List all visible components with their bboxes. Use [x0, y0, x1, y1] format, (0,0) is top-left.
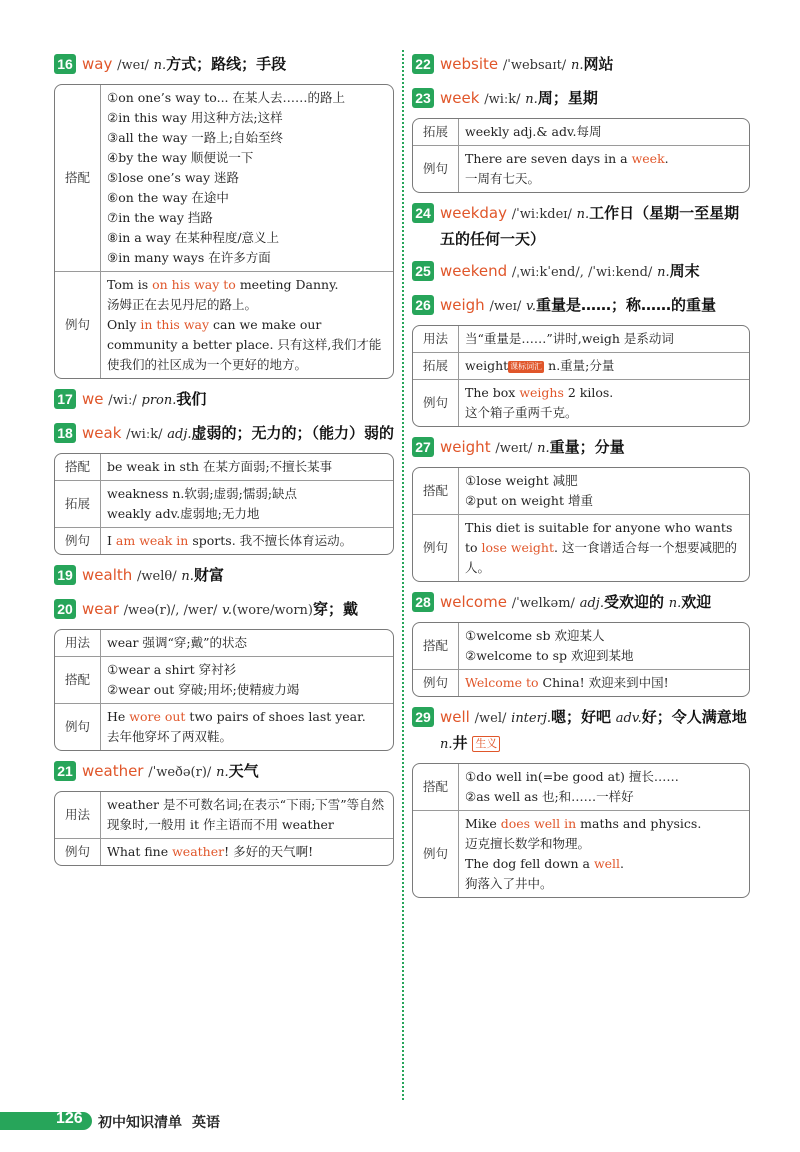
collocation-list: [459, 764, 749, 810]
entry-way: [54, 52, 394, 379]
example-cell: [101, 271, 393, 378]
right-column: [412, 52, 750, 906]
entry-head: [412, 52, 750, 78]
entry-table: [412, 118, 750, 193]
phonetic: /wel/: [474, 711, 507, 726]
headword: we: [82, 390, 104, 408]
example-translation: 一周有七天。: [465, 171, 541, 186]
row-label: 用法: [413, 326, 459, 352]
example-translation: 狗落入了井中。: [465, 876, 553, 891]
row-label: 搭配: [55, 85, 101, 271]
phonetic: /wiːk/: [484, 92, 521, 107]
entry-number: 25: [412, 261, 434, 281]
row-label: 拓展: [413, 119, 459, 145]
row-label: 例句: [55, 527, 101, 554]
entry-weak: [54, 421, 394, 555]
entry-number: 28: [412, 592, 434, 612]
headword: weekend: [440, 262, 508, 280]
phonetic: /ˈwelkəm/: [511, 596, 575, 611]
collocation-item: ②in this way 用这种方法;这样: [107, 110, 283, 125]
entry-table: [412, 763, 750, 898]
book-title: 初中知识清单: [98, 1115, 182, 1131]
headword: wealth: [82, 566, 133, 584]
entry-number: 22: [412, 54, 434, 74]
headword: way: [82, 55, 113, 73]
part-of-speech: n.: [576, 207, 590, 222]
headword: well: [440, 708, 470, 726]
meaning: 穿；戴: [313, 600, 359, 618]
phonetic: /weɪ/: [117, 58, 149, 73]
collocation-item: ①lose weight 减肥: [465, 473, 578, 488]
phonetic: /weɪ/: [489, 299, 522, 314]
entry-head: [412, 86, 750, 112]
entry-weekend: [412, 259, 750, 285]
row-label: 搭配: [55, 656, 101, 703]
part-of-speech: v.: [222, 603, 233, 618]
part-of-speech: v.: [526, 299, 536, 314]
entry-website: [412, 52, 750, 78]
page-number: 126: [56, 1110, 83, 1127]
entry-head: [54, 52, 394, 78]
example-sentence: What fine weather! 多好的天气啊!: [101, 838, 393, 865]
entry-weather: [54, 759, 394, 866]
part-of-speech: adj.: [579, 596, 604, 611]
part-of-speech: n.: [216, 765, 229, 780]
row-label: 拓展: [413, 352, 459, 379]
example-sentence: Welcome to China! 欢迎来到中国!: [459, 669, 749, 696]
part-of-speech: n.: [181, 569, 194, 584]
page-footer: [0, 1108, 800, 1132]
example-sentence: There are seven days in a week.: [465, 151, 669, 166]
entry-head: [54, 421, 394, 447]
meaning: 欢迎: [681, 593, 712, 611]
entry-wealth: [54, 563, 394, 589]
example-cell: [459, 145, 749, 192]
example-cell: [459, 379, 749, 426]
collocation-item: ⑦in the way 挡路: [107, 210, 213, 225]
curriculum-tag: 课标词汇: [510, 361, 543, 371]
meaning: 重量是……；称……的重量: [535, 296, 716, 314]
new-meaning-tag: 生义: [472, 736, 500, 752]
collocation-list: [459, 623, 749, 669]
headword: weight: [440, 438, 491, 456]
phonetic: /ˈweðə(r)/: [148, 765, 212, 780]
phonetic: /ˈwebsaɪt/: [502, 58, 567, 73]
entry-number: 16: [54, 54, 76, 74]
collocation-item: ①welcome sb 欢迎某人: [465, 628, 605, 643]
extension-cell: [101, 480, 393, 527]
collocation-item: be weak in sth 在某方面弱;不擅长某事: [107, 459, 333, 474]
headword: welcome: [440, 593, 507, 611]
part-of-speech: interj.: [511, 711, 551, 726]
collocation-item: ⑥on the way 在途中: [107, 190, 229, 205]
row-label: 例句: [413, 669, 459, 696]
row-label: 例句: [55, 271, 101, 378]
collocation-list: [459, 468, 749, 514]
extension-item: weakness n.软弱;虚弱;懦弱;缺点: [107, 486, 298, 501]
phonetic: /ˌwiːkˈend/, /ˈwiːkend/: [511, 265, 653, 280]
collocation-item: ⑤lose one’s way 迷路: [107, 170, 240, 185]
entry-head: [54, 759, 394, 785]
row-label: 用法: [55, 630, 101, 656]
headword: weak: [82, 424, 122, 442]
entry-table: [54, 84, 394, 379]
entry-table: [54, 791, 394, 866]
example-sentence: I am weak in sports. 我不擅长体育运动。: [101, 527, 393, 554]
row-label: 搭配: [413, 623, 459, 669]
example-translation: 去年他穿坏了两双鞋。: [107, 729, 233, 744]
row-label: 搭配: [413, 764, 459, 810]
entry-number: 19: [54, 565, 76, 585]
entry-we: [54, 387, 394, 413]
entry-head: [412, 201, 750, 251]
example-sentence: Only in this way can we make our community a better place. 只有这样,我们才能使我们的社区成为一个更好的地方。: [107, 317, 382, 372]
meaning: 天气: [228, 762, 259, 780]
part-of-speech: n.: [668, 596, 682, 611]
extension-item: weakly adv.虚弱地;无力地: [107, 506, 260, 521]
collocation-item: ①do well in(=be good at) 擅长……: [465, 769, 679, 784]
entry-number: 29: [412, 707, 434, 727]
entry-number: 20: [54, 599, 76, 619]
entry-number: 17: [54, 389, 76, 409]
usage-note: 当“重量是……”讲时,weigh 是系动词: [465, 331, 674, 346]
phonetic: /wiːk/: [126, 427, 163, 442]
part-of-speech: n.: [153, 58, 167, 73]
phonetic: /ˈwiːkdeɪ/: [511, 207, 572, 222]
collocation-item: ③all the way 一路上;自始至终: [107, 130, 283, 145]
entry-weight: [412, 435, 750, 582]
row-label: 例句: [413, 145, 459, 192]
part-of-speech: n.: [537, 441, 550, 456]
phonetic: /weɪt/: [495, 441, 533, 456]
example-sentence: This diet is suitable for anyone who wants to lose weight. 这一食谱适合每一个想要减肥的人。: [459, 514, 749, 581]
example-translation: 汤姆正在去见丹尼的路上。: [107, 297, 258, 312]
example-cell: [459, 810, 749, 897]
phonetic: /weə(r)/, /wer/: [123, 603, 218, 618]
entry-head: [412, 293, 750, 319]
verb-forms: (wore/worn): [232, 603, 313, 618]
part-of-speech: n.: [570, 58, 584, 73]
headword: website: [440, 55, 499, 73]
meaning: 方式；路线；手段: [166, 55, 287, 73]
meaning: 工作日（星期一至星期五的任何一天）: [440, 204, 740, 248]
meaning: 周；星期: [537, 89, 598, 107]
entry-number: 23: [412, 88, 434, 108]
entry-well: [412, 705, 750, 898]
example-sentence: Mike does well in maths and physics.: [465, 816, 702, 831]
meaning: 虚弱的；无力的；（能力）弱的: [191, 424, 395, 442]
example-sentence: He wore out two pairs of shoes last year.: [107, 709, 366, 724]
collocation-list: [101, 85, 393, 271]
entry-table: [412, 467, 750, 582]
row-label: 例句: [413, 379, 459, 426]
headword: weather: [82, 762, 144, 780]
part-of-speech: n.: [657, 265, 670, 280]
entry-head: [54, 563, 394, 589]
row-label: 用法: [55, 792, 101, 838]
subject-label: 英语: [192, 1115, 220, 1131]
example-sentence: Tom is on his way to meeting Danny.: [107, 277, 339, 292]
entry-wear: [54, 597, 394, 751]
entry-head: [412, 590, 750, 616]
entry-head: [412, 705, 750, 757]
entry-head: [412, 259, 750, 285]
meaning: 财富: [193, 566, 224, 584]
entry-number: 27: [412, 437, 434, 457]
row-label: 例句: [413, 514, 459, 581]
extension-item: weekly adj.& adv.每周: [465, 124, 602, 139]
meaning: 我们: [176, 390, 207, 408]
collocation-item: ①wear a shirt 穿衬衫: [107, 662, 237, 677]
collocation-item: ②wear out 穿破;用坏;使精疲力竭: [107, 682, 300, 697]
part-of-speech: n.: [525, 92, 538, 107]
headword: wear: [82, 600, 119, 618]
collocation-item: ⑨in many ways 在许多方面: [107, 250, 271, 265]
row-label: 例句: [55, 838, 101, 865]
entry-table: [54, 629, 394, 751]
collocation-item: ④by the way 顺便说一下: [107, 150, 254, 165]
example-sentence: The dog fell down a well.: [465, 856, 625, 871]
entry-number: 18: [54, 423, 76, 443]
collocation-item: ②welcome to sp 欢迎到某地: [465, 648, 634, 663]
phonetic: /wiː/: [108, 393, 137, 408]
meaning: 受欢迎的: [603, 593, 664, 611]
meaning: 嗯；好吧: [550, 708, 611, 726]
meaning: 周末: [669, 262, 700, 280]
part-of-speech: adv.: [615, 711, 642, 726]
entry-head: [54, 597, 394, 623]
part-of-speech: n.: [440, 737, 453, 752]
meaning: 重量；分量: [549, 438, 625, 456]
usage-note: wear 强调“穿;戴”的状态: [107, 635, 247, 650]
entry-table: [54, 453, 394, 555]
example-translation: 这个箱子重两千克。: [465, 405, 578, 420]
headword: weekday: [440, 204, 508, 222]
example-cell: [101, 703, 393, 750]
meaning: 井: [452, 734, 468, 752]
row-label: 搭配: [413, 468, 459, 514]
row-label: 例句: [413, 810, 459, 897]
usage-note: weather 是不可数名词;在表示“下雨;下雪”等自然现象时,一般用 it 作主语而不用 weather: [107, 797, 385, 832]
entry-head: [412, 435, 750, 461]
left-column: [54, 52, 394, 874]
row-label: 例句: [55, 703, 101, 750]
entry-weigh: [412, 293, 750, 427]
collocation-item: ①on one’s way to... 在某人去……的路上: [107, 90, 346, 105]
column-divider: [402, 50, 404, 1100]
entry-number: 21: [54, 761, 76, 781]
phonetic: /welθ/: [137, 569, 177, 584]
entry-week: [412, 86, 750, 193]
part-of-speech: pron.: [141, 393, 177, 408]
collocation-item: ②put on weight 增重: [465, 493, 593, 508]
meaning: 网站: [583, 55, 614, 73]
collocation-list: [101, 656, 393, 703]
headword: week: [440, 89, 480, 107]
entry-weekday: [412, 201, 750, 251]
example-sentence: The box weighs 2 kilos.: [465, 385, 614, 400]
entry-head: [54, 387, 394, 413]
collocation-item: ⑧in a way 在某种程度/意义上: [107, 230, 280, 245]
entry-table: [412, 325, 750, 427]
entry-welcome: [412, 590, 750, 697]
example-translation: 迈克擅长数学和物理。: [465, 836, 591, 851]
row-label: 拓展: [55, 480, 101, 527]
entry-number: 24: [412, 203, 434, 223]
collocation-item: ②as well as 也;和……一样好: [465, 789, 634, 804]
row-label: 搭配: [55, 454, 101, 480]
part-of-speech: adj.: [167, 427, 192, 442]
headword: weigh: [440, 296, 485, 314]
extension-item: weight 课标词汇 n.重量;分量: [459, 352, 749, 379]
entry-number: 26: [412, 295, 434, 315]
entry-table: [412, 622, 750, 697]
meaning: 好；令人满意地: [641, 708, 747, 726]
